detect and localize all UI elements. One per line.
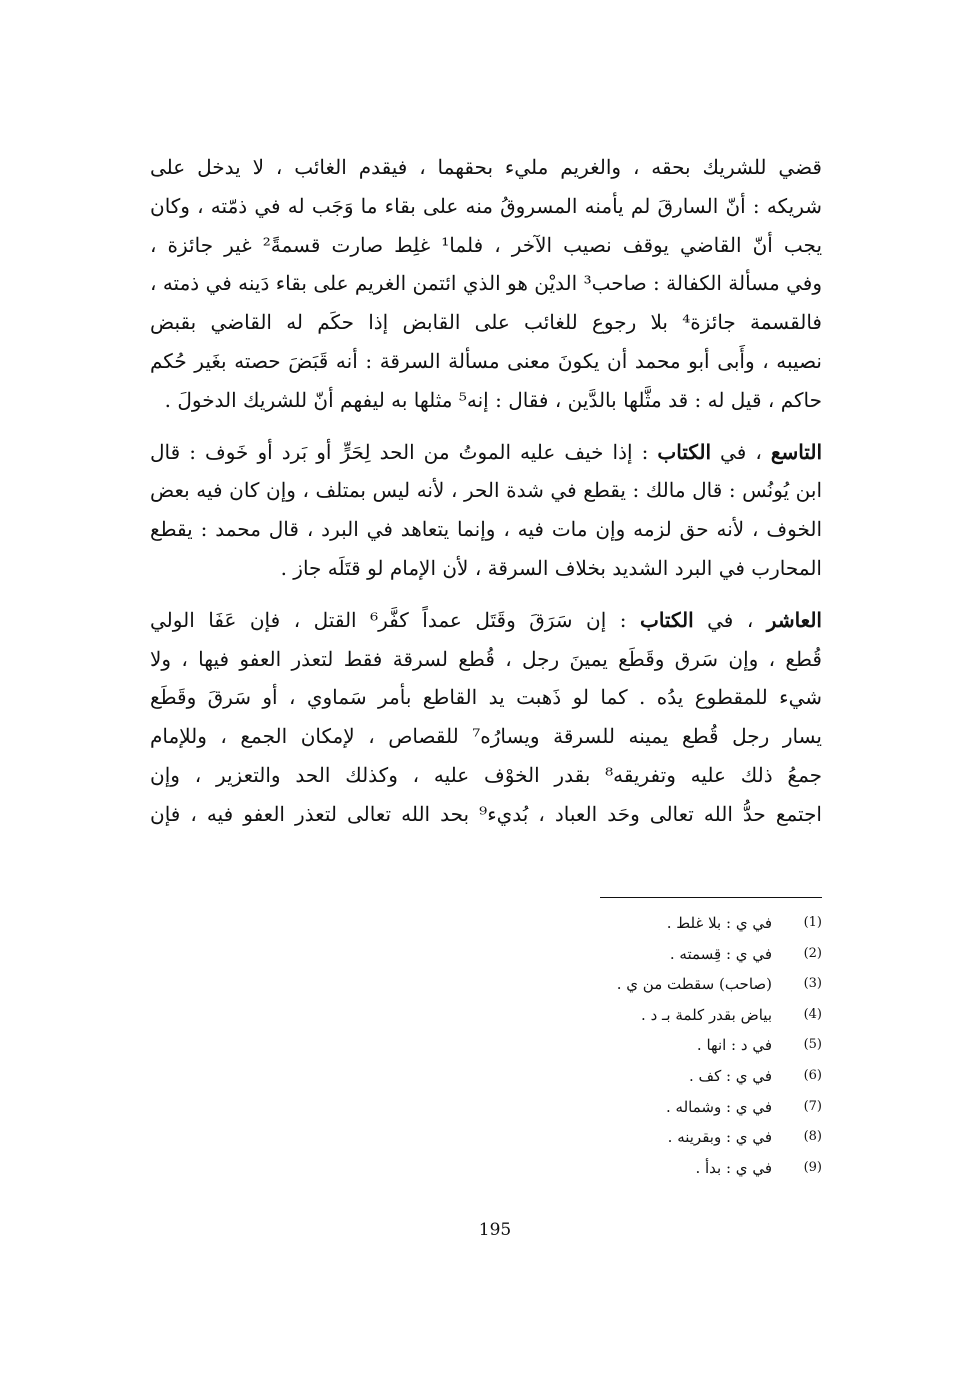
main-text [150,148,822,834]
footnote-text: في د : انها . [696,1036,772,1055]
footnote [560,1122,822,1153]
footnote [560,939,822,970]
footnote-number: (3) [803,976,822,992]
page-number: 195 [478,1220,512,1240]
section-heading: التاسع [770,439,822,464]
footnote-text: في ي : بلا غلط . [666,914,772,932]
footnote [560,1092,822,1123]
text-line: نصيبه ، وأَبى أبو محمد أن يكونَ معنى مسألة السرقة : أنه قَبَضَ حصته بغَير حُكم [150,348,822,373]
footnote [560,1000,822,1031]
footnote-number: (8) [803,1129,822,1145]
section-heading: الكتاب [657,439,712,464]
text-line: وفي مسألة الكفالة : صاحب³ الديْن هو الذي ائتمن الغريم على بقاء دَينه في ذمته ، [150,271,822,296]
text-line: المحارب في البرد الشديد بخلاف السرقة ، لأن الإمام لو قتَلَه جاز . [280,555,822,580]
footnote-text: في ي : وشماله . [666,1097,772,1116]
text-line: شيء للمقطوع يدُه . كما لو ذَهبت يد القاطع بأمر سَماوي ، أو سَرقَ وقَطَع [150,685,822,710]
footnote-number: (5) [803,1037,822,1053]
footnote-number: (1) [803,915,822,930]
text-line: جمعُ ذلك عليه وتفريقه⁸ بقدر الخوْف عليه ، وكذلك الحد والتعزير ، وإن [150,762,822,787]
footnote-text: في ي : بدأ . [695,1158,772,1177]
footnote [560,908,822,939]
text-line: فالقسمة جائزة⁴ بلا رجوع للغائب على القابض إذا حكَم له القاضي بقبض [150,310,822,335]
text-line: العاشر ، في الكتاب : إن سَرَقَ وقَتَل عمداً كفَّر⁶ القتل ، فإن عَفَا الولي [150,607,822,632]
footnote [560,1061,822,1092]
footnote-text: في ي : كف . [689,1066,772,1085]
text-line: الخوف ، لأنه حق لزمه وإن مات فيه ، وإنما يتعاهد في البرد ، قال محمد : يقطع [150,517,822,542]
section-heading: العاشر [766,607,822,632]
text-line: التاسع ، في الكتاب : إذا خيف عليه الموتُ من الحد لِحَرٍّ أو بَرد أو خَوف : قال [150,439,822,464]
footnote [560,1030,822,1061]
text-line: ابن يُونُس : قال مالك : يقطع في شدة الحر ، لأنه ليس بمتلف ، وإن كان فيه بعض [150,478,822,503]
text-line: يسار رجل قُطع يمينه للسرقة ويسارُه⁷ للقصاص ، لإمكان الجمع ، وللإمام [150,724,822,749]
footnote-text: في ي : قِسمته . [669,944,772,963]
footnote-text: (صاحب) سقطت من ي . [616,975,772,994]
footnote-number: (7) [803,1098,822,1114]
text-line: قضي للشريك بحقه ، والغريم مليء بحقهما ، فيقدم الغائب ، لا يدخل على [150,155,822,179]
footnotes [560,908,822,1183]
footnote-number: (9) [803,1159,822,1175]
text-line: يجب أنّ القاضي يوقف نصيب الآخر ، فلما¹ غلِط صارت قسمةً² غير جائزة ، [150,232,822,257]
text-line: اجتمع حدُّ الله تعالى وحَد العباد ، بُديء⁹ بحد الله تعالى لتعذر العفو فيه ، فإن [150,801,822,826]
footnote-number: (2) [803,945,822,961]
text-line: قُطع ، وإن سَرق وقَطَع يمينَ رجل ، قُطع لسرقة فقط لتعذر العفو فيها ، ولا [150,646,822,671]
text-line: حاكم ، قيل له : قد مثَّلها بالدَّين ، فقال : إنه⁵ مثلها به ليفهم أنّ للشريك الدخولَ . [164,387,822,412]
footnote [560,1153,822,1184]
footnote-separator [600,897,822,898]
footnote-text: في ي : وبقرينه . [667,1128,772,1147]
footnote-number: (6) [803,1067,822,1083]
section-heading: الكتاب [639,607,694,632]
footnote-number: (4) [803,1006,822,1022]
footnote-text: بياض بقدر كلمة بـ د . [641,1005,772,1024]
footnote [560,969,822,1000]
text-line: شريكه : أنّ السارقَ لم يأمنه المسروقُ منه على بقاء ما وَجَب له في ذمّته ، وكان [150,193,822,218]
